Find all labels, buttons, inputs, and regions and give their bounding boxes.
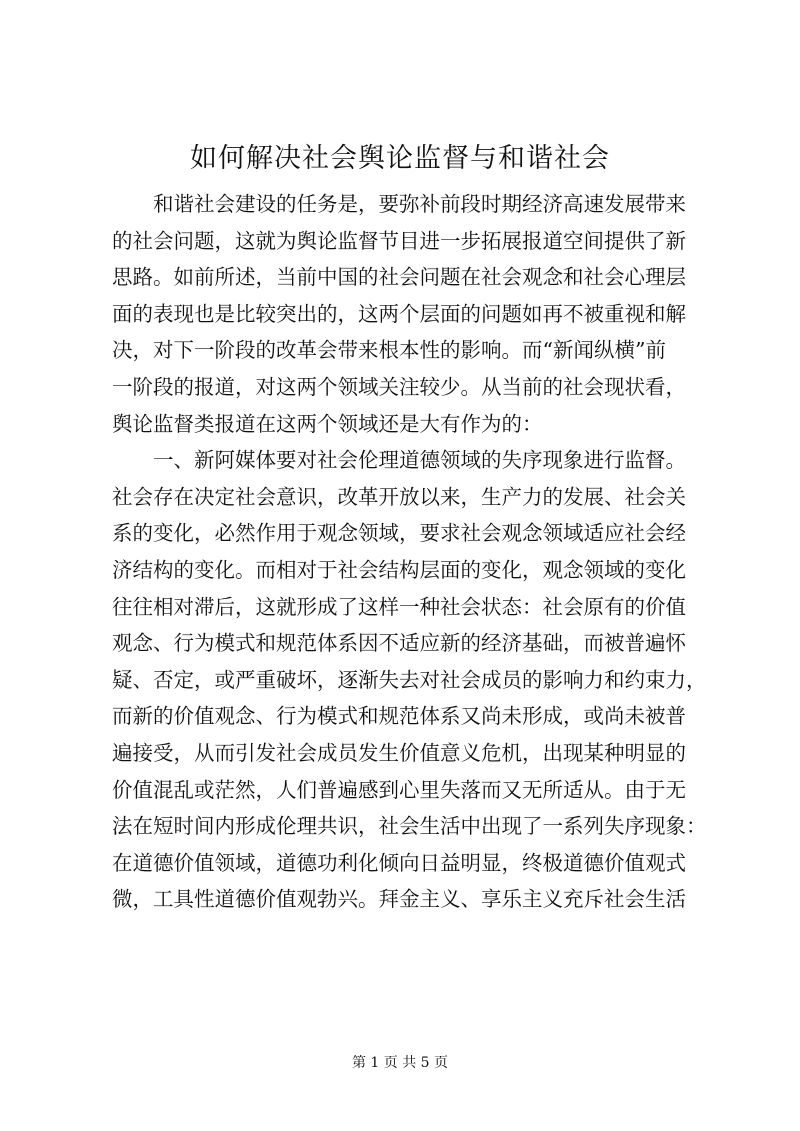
paragraph-line: 一阶段的报道，对这两个领域关注较少。从当前的社会现状看，	[112, 374, 686, 399]
paragraph-line: 思路。如前所述，当前中国的社会问题在社会观念和社会心理层	[112, 265, 686, 290]
paragraph-line: 疑、否定，或严重破坏，逐渐失去对社会成员的影响力和约束力，	[112, 667, 707, 692]
paragraph-line: 遍接受，从而引发社会成员发生价值意义危机，出现某种明显的	[112, 740, 686, 765]
page-footer: 第 1 页 共 5 页	[351, 1055, 449, 1071]
paragraph-line: 济结构的变化。而相对于社会结构层面的变化，观念领域的变化	[112, 557, 686, 582]
paragraph-line: 而新的价值观念、行为模式和规范体系又尚未形成，或尚未被普	[112, 704, 686, 729]
page-title: 如何解决社会舆论监督与和谐社会	[190, 143, 610, 174]
paragraph-line: 面的表现也是比较突出的，这两个层面的问题如再不被重视和解	[112, 301, 686, 326]
paragraph-line: 和谐社会建设的任务是，要弥补前段时期经济高速发展带来	[153, 192, 686, 216]
paragraph-line: 社会存在决定社会意识，改革开放以来，生产力的发展、社会关	[112, 484, 686, 509]
paragraph-line: 的社会问题，这就为舆论监督节目进一步拓展报道空间提供了新	[112, 228, 686, 253]
paragraph-line: 决，对下一阶段的改革会带来根本性的影响。而“新闻纵横”前	[112, 338, 666, 363]
paragraph-line: 观念、行为模式和规范体系因不适应新的经济基础，而被普遍怀	[112, 631, 686, 656]
paragraph-line: 微，工具性道德价值观勃兴。拜金主义、享乐主义充斥社会生活	[112, 887, 686, 912]
document-body	[112, 186, 716, 918]
paragraph-line: 法在短时间内形成伦理共识，社会生活中出现了一系列失序现象：	[112, 814, 707, 839]
paragraph-line: 在道德价值领域，道德功利化倾向日益明显，终极道德价值观式	[112, 850, 686, 875]
paragraph-line: 价值混乱或茫然，人们普遍感到心里失落而又无所适从。由于无	[112, 777, 686, 802]
paragraph-line: 舆论监督类报道在这两个领域还是大有作为的：	[112, 411, 543, 436]
paragraph-line: 系的变化，必然作用于观念领域，要求社会观念领域适应社会经	[112, 521, 686, 546]
paragraph-line: 往往相对滞后，这就形成了这样一种社会状态：社会原有的价值	[112, 594, 686, 619]
paragraph-line: 一、新阿媒体要对社会伦理道德领域的失序现象进行监督。	[153, 448, 686, 473]
